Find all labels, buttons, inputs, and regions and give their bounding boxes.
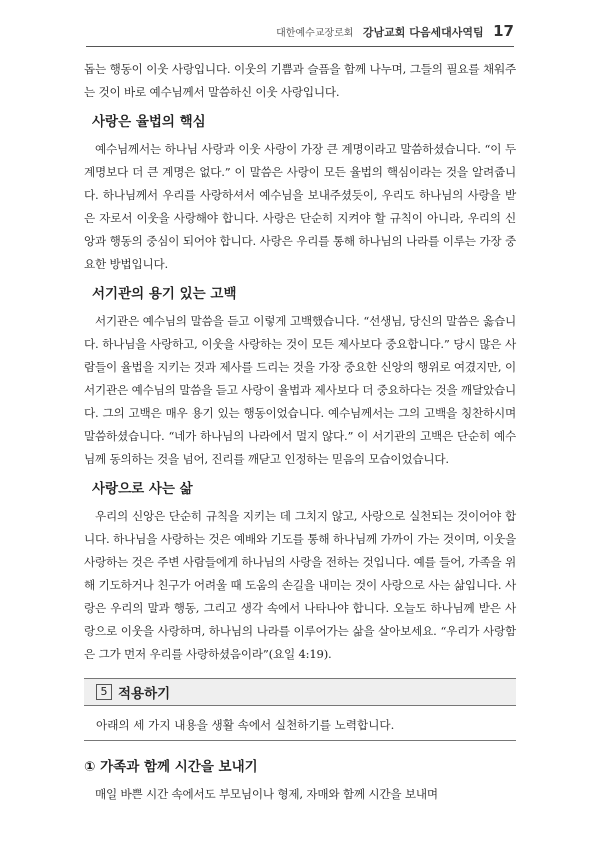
section-body-living-in-love: 우리의 신앙은 단순히 규칙을 지키는 데 그치지 않고, 사랑으로 실천되는 것이어야 합니다. 하나님을 사랑하는 것은 예배와 기도를 통해 하나님께 가까이 가는 것이며, 이웃을 사랑하는 것은 주변 사람들에게 하나님의 사랑을 전하는 것입니다. 예를 들어, 가족을 위해 기도하거나 친구가 어려울 때 도움의 손길을 내미는 것이 사랑으로 사는 삶입니다. 사랑은 우리의 말과 행동, 그리고 생각 속에서 나타나야 합니다. 오늘도 하나님께 받은 사랑으로 이웃을 사랑하며, 하나님의 나라를 이루어가는 삶을 살아보세요. “우리가 사랑함은 그가 먼저 우리를 사랑하셨음이라”(요일 4:19). <box>84 509 516 661</box>
section-title-living-in-love: 사랑으로 사는 삶 <box>92 481 193 497</box>
page-content <box>84 58 516 806</box>
apply-number-box: 5 <box>96 684 112 700</box>
section-body-scribe-confession: 서기관은 예수님의 말씀을 듣고 이렇게 고백했습니다. “선생님, 당신의 말씀은 옳습니다. 하나님을 사랑하고, 이웃을 사랑하는 것이 모든 제사보다 중요합니다.” 당시 많은 사람들이 율법을 지키는 것과 제사를 드리는 것을 가장 중요한 신앙의 행위로 여겼지만, 이 서기관은 예수님의 말씀을 듣고 사랑이 율법과 제사보다 더 중요하다는 것을 깨달았습니다. 그의 고백은 매우 용기 있는 행동이었습니다. 예수님께서는 그의 고백을 칭찬하시며 말씀하셨습니다. “네가 하나님의 나라에서 멀지 않다.” 이 서기관의 고백은 단순히 예수님께 동의하는 것을 넘어, 진리를 깨닫고 인정하는 믿음의 모습이었습니다. <box>84 314 516 466</box>
item-title-family-time: ① 가족과 함께 시간을 보내기 <box>84 759 258 775</box>
apply-divider <box>84 740 516 741</box>
apply-section-header <box>84 678 516 706</box>
section-title-scribe-confession: 서기관의 용기 있는 고백 <box>92 286 237 302</box>
section-title-love-core: 사랑은 율법의 핵심 <box>92 114 206 130</box>
page-header <box>86 22 514 47</box>
header-org: 대한예수교장로회 <box>276 28 354 39</box>
page-number: 17 <box>493 22 514 40</box>
intro-paragraph: 돕는 행동이 이웃 사랑입니다. 이웃의 기쁨과 슬픔을 함께 나누며, 그들의 필요를 채워주는 것이 바로 예수님께서 말씀하신 이웃 사랑입니다. <box>84 62 516 99</box>
apply-title: 적용하기 <box>118 686 171 702</box>
section-body-love-core: 예수님께서는 하나님 사랑과 이웃 사랑이 가장 큰 계명이라고 말씀하셨습니다. “이 두 계명보다 더 큰 계명은 없다.” 이 말씀은 사랑이 모든 율법의 핵심이라는 것을 알려줍니다. 하나님께서 우리를 사랑하셔서 예수님을 보내주셨듯이, 우리도 하나님의 사랑을 받은 자로서 이웃을 사랑해야 합니다. 사랑은 단순히 지켜야 할 규칙이 아니라, 우리의 신앙과 행동의 중심이 되어야 합니다. 사랑은 우리를 통해 하나님의 나라를 이루는 가장 중요한 방법입니다. <box>84 142 516 271</box>
item-body-family-time: 매일 바쁜 시간 속에서도 부모님이나 형제, 자매와 함께 시간을 보내며 <box>95 787 438 801</box>
header-ministry: 강남교회 다음세대사역팀 <box>362 26 484 39</box>
apply-description: 아래의 세 가지 내용을 생활 속에서 실천하기를 노력합니다. <box>96 718 395 732</box>
